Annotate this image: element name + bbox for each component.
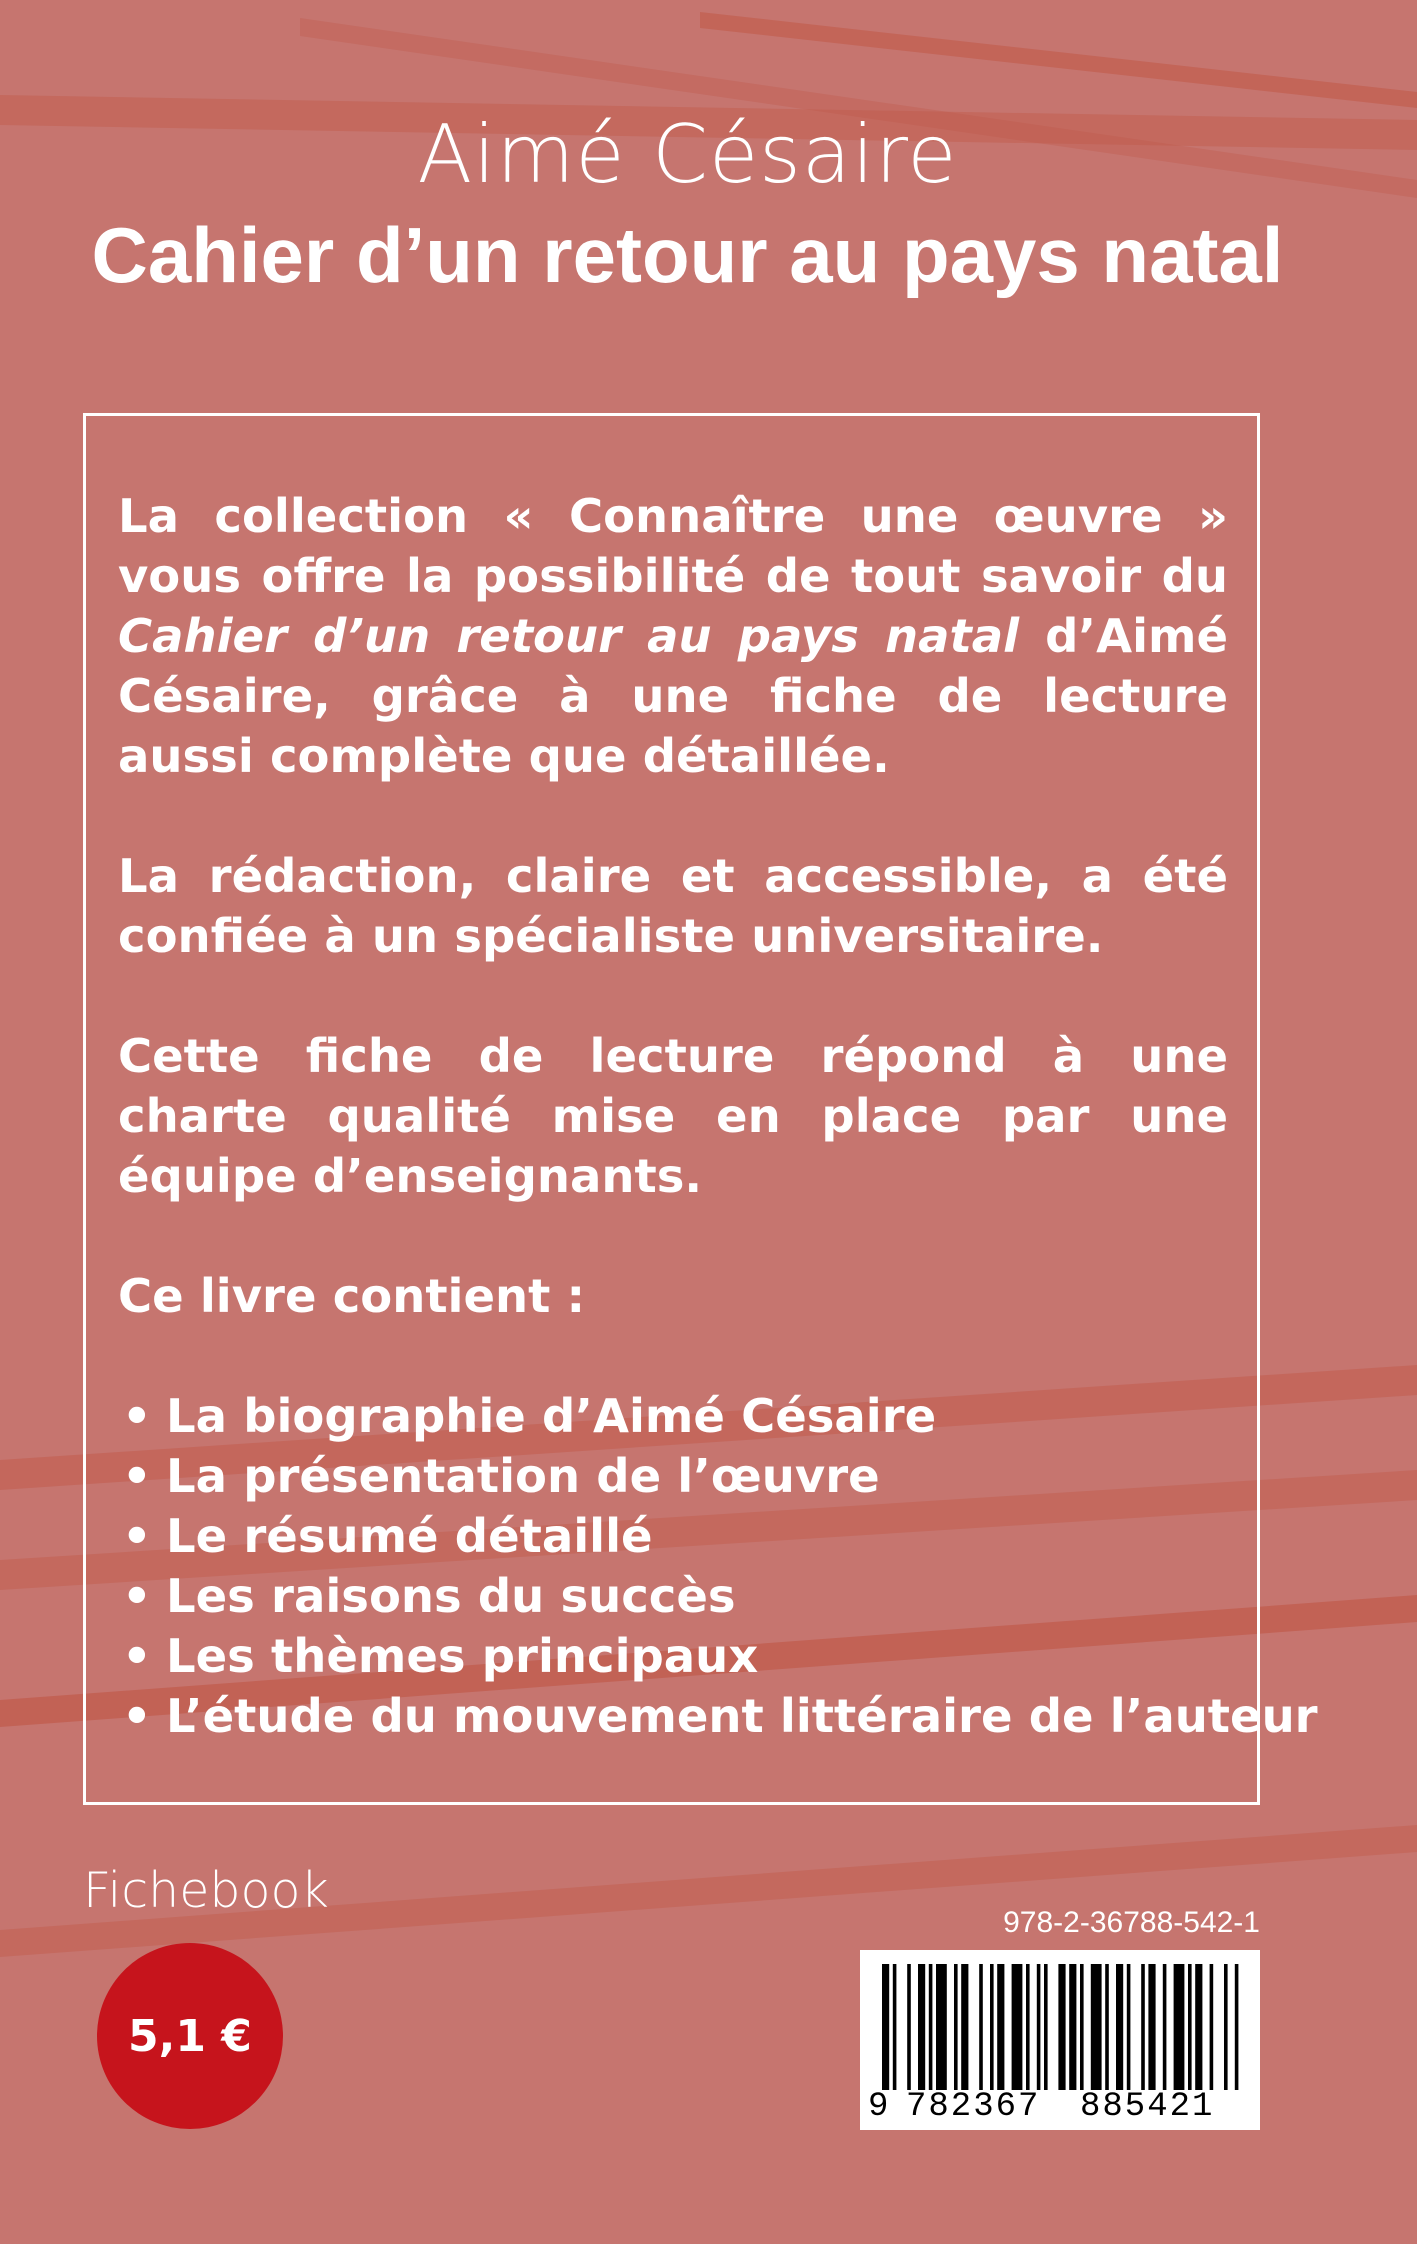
barcode-bar (979, 1964, 983, 2090)
barcode-bar (1091, 1964, 1102, 2090)
editorial-paragraph: La rédaction, claire et accessible, a été confiée à un spécialiste universitaire. (118, 849, 1228, 963)
barcode-bar (1163, 1964, 1167, 2090)
barcode-bar (1224, 1964, 1228, 2090)
intro-paragraph (118, 486, 1228, 786)
intro-text-end: d’Aimé Césaire, grâce à une fiche de lecture aussi complète que détaillée. (118, 609, 1229, 783)
price-label: 5,1 € (128, 2010, 252, 2062)
barcode-bar (1210, 1964, 1214, 2090)
barcode-digits-left: 782367 (906, 2088, 1041, 2126)
price-badge (97, 1943, 283, 2129)
barcode-bar (1127, 1964, 1131, 2090)
barcode-bar (893, 1964, 897, 2090)
barcode-bar (954, 1964, 958, 2090)
barcode-bar (907, 1964, 911, 2090)
publisher-name: Fichebook (83, 1862, 329, 1919)
list-item: • La biographie d’Aimé Césaire (118, 1386, 1228, 1446)
barcode-bar (1188, 1964, 1192, 2090)
barcode-bar (1080, 1964, 1084, 2090)
barcode-bar (1148, 1964, 1155, 2090)
intro-text-start: La collection « Connaître une œuvre » vous offre la possibilité de tout savoir du (118, 489, 1228, 603)
barcode-bar (1069, 1964, 1076, 2090)
barcode-bar (882, 1964, 889, 2090)
barcode-bar (1026, 1964, 1030, 2090)
barcode-digits-right: 885421 (1080, 2088, 1215, 2126)
list-item: • L’étude du mouvement littéraire de l’auteur (118, 1686, 1228, 1746)
barcode-digit-first: 9 (868, 2088, 889, 2126)
book-title: Cahier d’un retour au pays natal (91, 211, 1284, 299)
barcode-bar (1116, 1964, 1123, 2090)
list-item: • Les thèmes principaux (118, 1626, 1228, 1686)
list-item: • Les raisons du succès (118, 1566, 1228, 1626)
barcode-digits (868, 2090, 1252, 2126)
barcode-bar (1235, 1964, 1239, 2090)
barcode-bar (1141, 1964, 1145, 2090)
barcode-bar (1012, 1964, 1023, 2090)
list-item: • La présentation de l’œuvre (118, 1446, 1228, 1506)
barcode (860, 1950, 1260, 2130)
barcode-bar (1058, 1964, 1065, 2090)
barcode-bar (1044, 1964, 1048, 2090)
contents-heading: Ce livre contient : (118, 1269, 586, 1323)
barcode-bar (997, 1964, 1004, 2090)
barcode-bar (918, 1964, 925, 2090)
quality-paragraph: Cette fiche de lecture répond à une charte qualité mise en place par une équipe d’enseignants. (118, 1029, 1228, 1203)
barcode-bar (936, 1964, 947, 2090)
author-name: Aimé Césaire (417, 108, 958, 201)
intro-title-italic: Cahier d’un retour au pays natal (118, 609, 1020, 663)
barcode-bar (961, 1964, 968, 2090)
barcode-bar (1195, 1964, 1202, 2090)
barcode-bar (1174, 1964, 1185, 2090)
barcode-bar (929, 1964, 933, 2090)
barcode-bar (1037, 1964, 1041, 2090)
barcode-bar (1105, 1964, 1109, 2090)
contents-list (118, 1386, 1318, 1746)
barcode-bar (990, 1964, 994, 2090)
list-item: • Le résumé détaillé (118, 1506, 1228, 1566)
description-content (118, 486, 1318, 1746)
isbn-label: 978-2-36788-542-1 (1003, 1906, 1260, 1939)
